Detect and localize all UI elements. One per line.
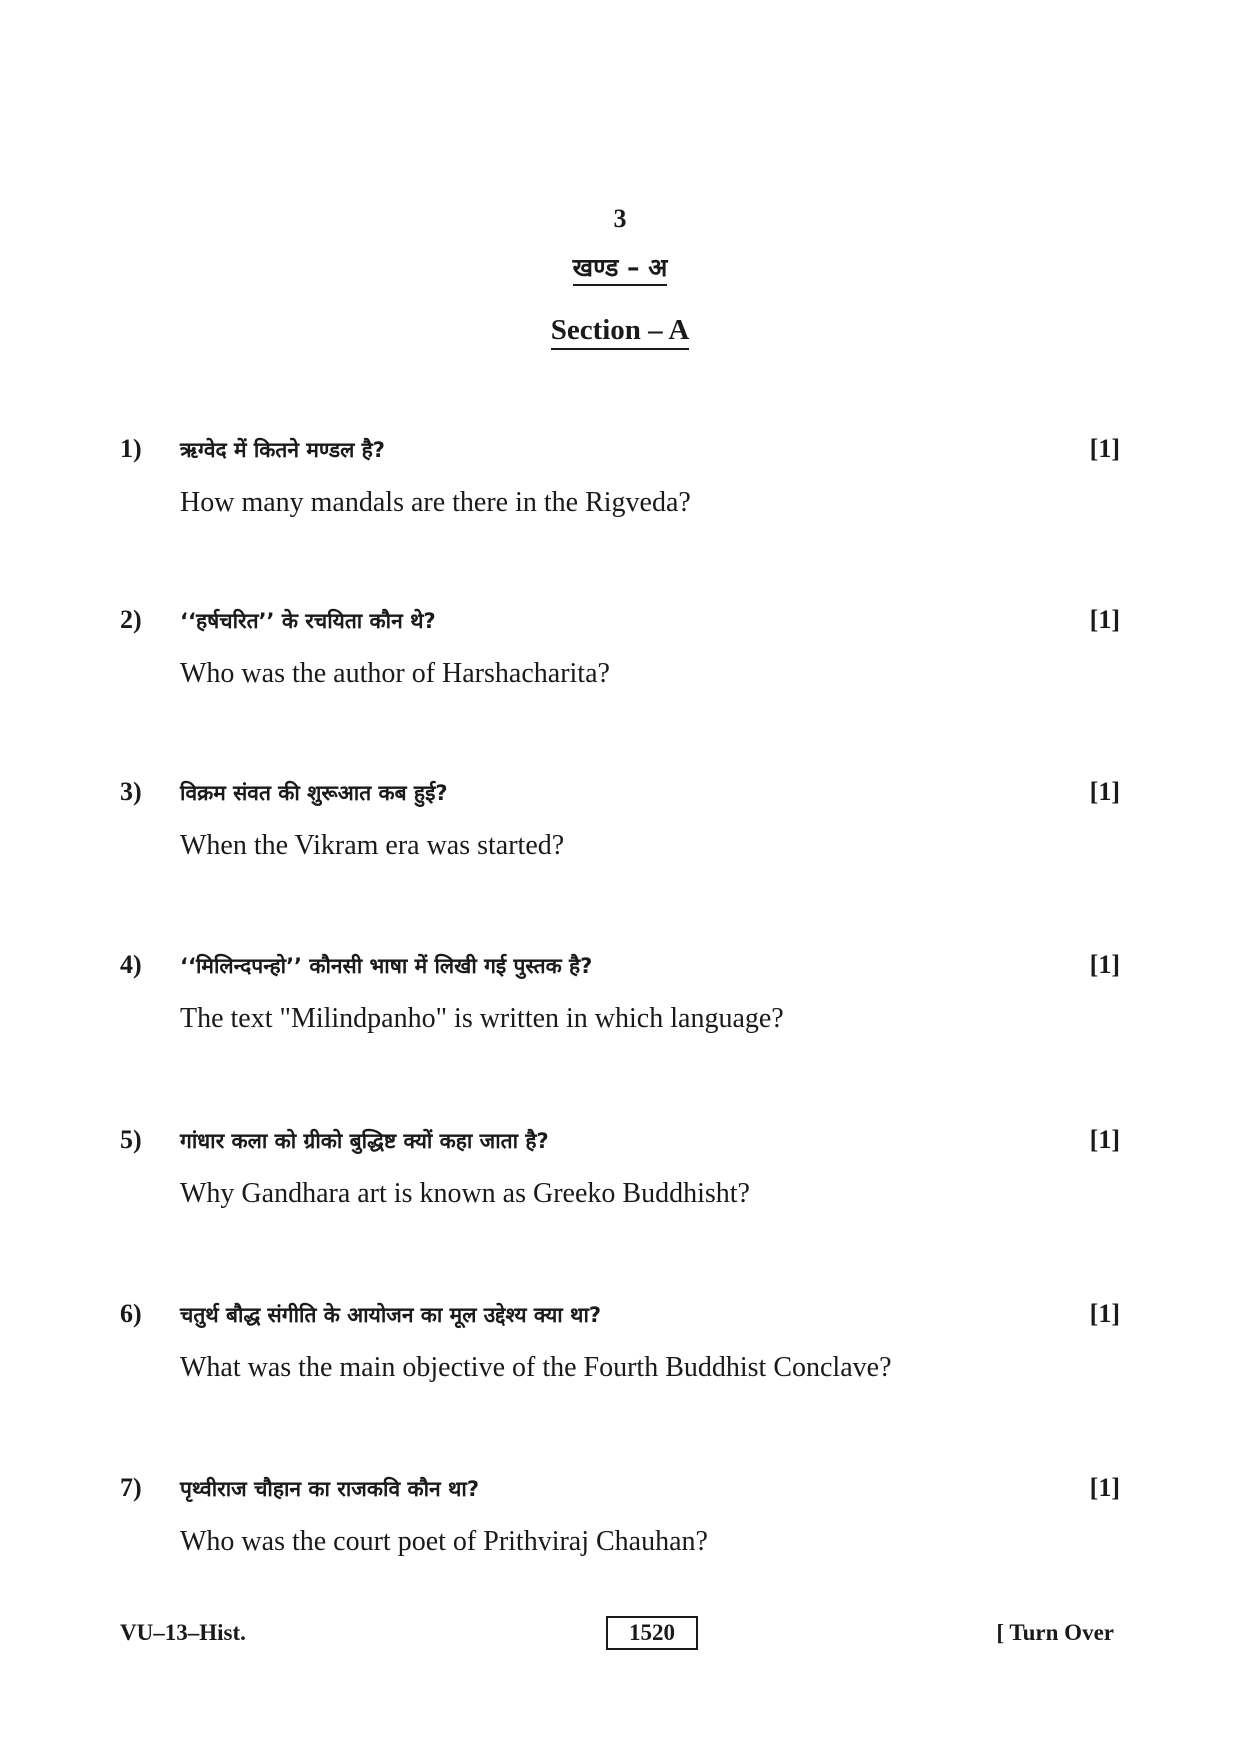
- question-number: 6): [120, 1299, 142, 1328]
- question-2: [0, 605, 1240, 725]
- question-4: [0, 950, 1240, 1070]
- question-text-english: Why Gandhara art is known as Greeko Buddhisht?: [180, 1178, 750, 1209]
- question-6: [0, 1299, 1240, 1419]
- question-marks: [1]: [1089, 777, 1120, 806]
- question-7: [0, 1473, 1240, 1593]
- footer-paper-code: VU–13–Hist.: [120, 1620, 246, 1645]
- question-3: [0, 777, 1240, 897]
- question-text-english: Who was the court poet of Prithviraj Chauhan?: [180, 1526, 708, 1557]
- question-text-hindi: पृथ्वीराज चौहान का राजकवि कौन था?: [180, 1477, 480, 1501]
- question-number: 4): [120, 950, 142, 979]
- question-number: 2): [120, 605, 142, 634]
- question-1: [0, 434, 1240, 554]
- question-text-hindi: गांधार कला को ग्रीको बुद्धिष्ट क्यों कहा जाता है?: [180, 1129, 549, 1153]
- question-text-english: When the Vikram era was started?: [180, 830, 565, 861]
- section-heading-english-text: Section – A: [551, 314, 690, 350]
- question-text-hindi: ‘‘हर्षचरित’’ के रचयिता कौन थे?: [180, 609, 436, 633]
- question-marks: [1]: [1089, 1299, 1120, 1328]
- question-text-hindi: विक्रम संवत की शुरूआत कब हुई?: [180, 781, 448, 805]
- section-heading-hindi-text: खण्ड – अ: [573, 253, 668, 286]
- question-text-english: How many mandals are there in the Rigveda?: [180, 487, 691, 518]
- page-number: 3: [613, 204, 627, 233]
- question-text-hindi: चतुर्थ बौद्ध संगीति के आयोजन का मूल उद्देश्य क्या था?: [180, 1303, 602, 1327]
- section-heading-hindi: [0, 250, 1240, 284]
- question-text-hindi: ऋग्वेद में कितने मण्डल है?: [180, 438, 385, 462]
- question-marks: [1]: [1089, 1125, 1120, 1154]
- question-marks: [1]: [1089, 950, 1120, 979]
- question-text-english: The text "Milindpanho" is written in which language?: [180, 1003, 784, 1034]
- question-marks: [1]: [1089, 1473, 1120, 1502]
- question-text-hindi: ‘‘मिलिन्दपन्हो’’ कौनसी भाषा में लिखी गई पुस्तक है?: [180, 954, 593, 978]
- footer-page-box: 1520: [606, 1616, 698, 1650]
- question-number: 7): [120, 1473, 142, 1502]
- question-5: [0, 1125, 1240, 1245]
- question-number: 3): [120, 777, 142, 806]
- footer-turn-over: [ Turn Over: [996, 1620, 1114, 1645]
- question-text-english: What was the main objective of the Fourth Buddhist Conclave?: [180, 1352, 892, 1383]
- question-number: 5): [120, 1125, 142, 1154]
- section-heading-english: [0, 314, 1240, 347]
- question-marks: [1]: [1089, 434, 1120, 463]
- question-marks: [1]: [1089, 605, 1120, 634]
- question-text-english: Who was the author of Harshacharita?: [180, 658, 610, 689]
- question-number: 1): [120, 434, 142, 463]
